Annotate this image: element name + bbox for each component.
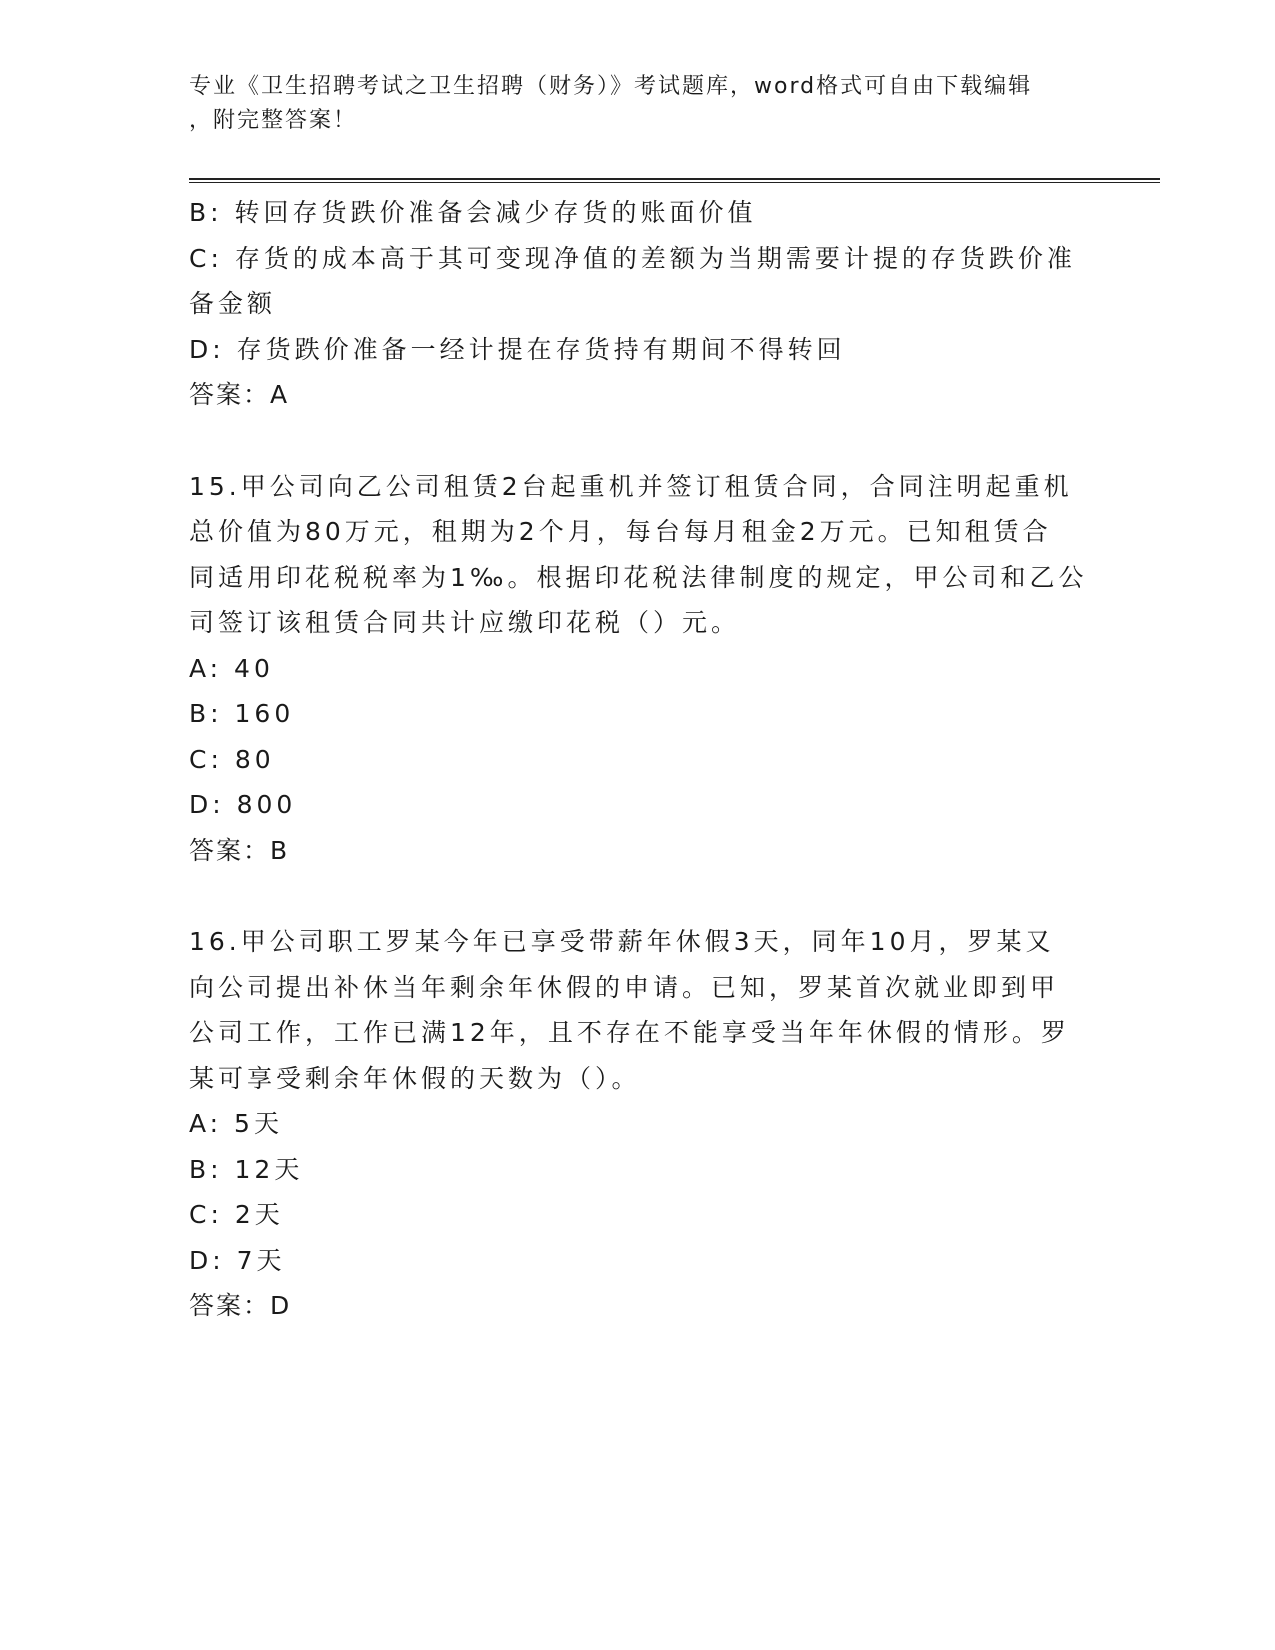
question-16-answer: 答案：D: [189, 1291, 292, 1320]
question-16-line-3: 公司工作，工作已满12年，且不存在不能享受当年年休假的情形。罗: [189, 1018, 1070, 1047]
header-line-1: 专业《卫生招聘考试之卫生招聘（财务）》考试题库，word格式可自由下载编辑: [189, 74, 1033, 99]
answer: 答案：A: [189, 380, 290, 409]
option-d: D: 存货跌价准备一经计提在存货持有期间不得转回: [189, 334, 846, 364]
question-16-line-4: 某可享受剩余年休假的天数为（）。: [189, 1063, 641, 1093]
question-15-line-2: 总价值为80万元，租期为2个月，每台每月租金2万元。已知租赁合: [189, 517, 1052, 546]
question-gap: [189, 873, 1089, 919]
question-16-option-d: D: 7天: [189, 1245, 286, 1275]
document-body: [189, 190, 1089, 1329]
option-b: B: 转回存货跌价准备会减少存货的账面价值: [189, 198, 757, 227]
question-16-option-a: A: 5天: [189, 1109, 283, 1138]
header-line-2: ，附完整答案！: [189, 108, 358, 133]
question-15-answer: 答案：B: [189, 835, 290, 865]
question-15-line-3: 同适用印花税税率为1‰。根据印花税法律制度的规定，甲公司和乙公: [189, 562, 1088, 592]
question-16-option-b: B: 12天: [189, 1154, 304, 1184]
question-gap: [189, 418, 1089, 464]
question-16-option-c: C: 2天: [189, 1200, 284, 1229]
question-16-line-1: 16.甲公司职工罗某今年已享受带薪年休假3天，同年10月，罗某又: [189, 927, 1055, 956]
header-divider: [189, 178, 1160, 183]
prev-question: [189, 190, 1089, 418]
question-15-option-d: D: 800: [189, 790, 297, 819]
option-c-line-2: 备金额: [189, 289, 277, 318]
question-15-option-b: B: 160: [189, 699, 295, 728]
option-c-line-1: C: 存货的成本高于其可变现净值的差额为当期需要计提的存货跌价准: [189, 243, 1076, 273]
question-15-option-c: C: 80: [189, 744, 275, 774]
question-15-line-1: 15.甲公司向乙公司租赁2台起重机并签订租赁合同，合同注明起重机: [189, 471, 1073, 501]
document-header: [189, 70, 1089, 138]
question-15: [189, 464, 1089, 874]
question-16: [189, 919, 1089, 1329]
question-15-line-4: 司签订该租赁合同共计应缴印花税（）元。: [189, 608, 741, 637]
question-16-line-2: 向公司提出补休当年剩余年休假的申请。已知，罗某首次就业即到甲: [189, 972, 1060, 1002]
question-15-option-a: A: 40: [189, 653, 274, 683]
